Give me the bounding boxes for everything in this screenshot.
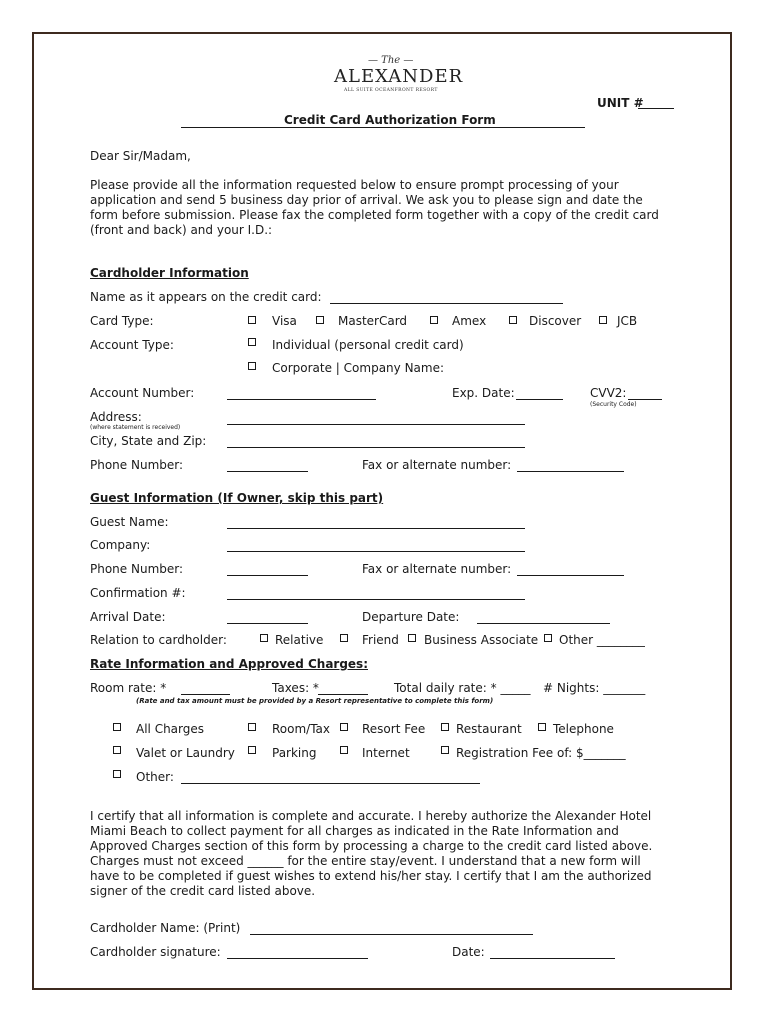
city-label: City, State and Zip: xyxy=(90,434,207,448)
unit-label: UNIT # xyxy=(597,96,644,110)
valet-laundry-label: Valet or Laundry xyxy=(136,746,235,760)
other-charge-checkbox[interactable] xyxy=(113,770,121,778)
telephone-checkbox[interactable] xyxy=(538,723,546,731)
greeting: Dear Sir/Madam, xyxy=(90,149,191,163)
all-charges-checkbox[interactable] xyxy=(113,723,121,731)
resort-fee-label: Resort Fee xyxy=(362,722,426,736)
address-field[interactable] xyxy=(227,424,525,425)
fax-label: Fax or alternate number: xyxy=(362,458,512,472)
phone-field[interactable] xyxy=(227,471,308,472)
guest-fax-field[interactable] xyxy=(517,575,624,576)
room-tax-checkbox[interactable] xyxy=(248,723,256,731)
discover-checkbox[interactable] xyxy=(509,316,517,324)
corporate-checkbox[interactable] xyxy=(248,362,256,370)
city-field[interactable] xyxy=(227,447,525,448)
cardholder-signature-field[interactable] xyxy=(227,958,368,959)
cardholder-name-label: Name as it appears on the credit card: xyxy=(90,290,322,304)
business-associate-checkbox[interactable] xyxy=(408,634,416,642)
confirmation-label: Confirmation #: xyxy=(90,586,186,600)
registration-fee-checkbox[interactable] xyxy=(441,746,449,754)
business-associate-label: Business Associate xyxy=(424,633,539,647)
guest-phone-field[interactable] xyxy=(227,575,308,576)
internet-checkbox[interactable] xyxy=(340,746,348,754)
mastercard-label: MasterCard xyxy=(338,314,408,328)
fax-field[interactable] xyxy=(517,471,624,472)
visa-checkbox[interactable] xyxy=(248,316,256,324)
guest-phone-label: Phone Number: xyxy=(90,562,184,576)
relative-checkbox[interactable] xyxy=(260,634,268,642)
unit-field[interactable] xyxy=(638,108,674,109)
title-rule xyxy=(181,127,585,128)
room-rate-label: Room rate: * xyxy=(90,681,167,695)
guest-fax-label: Fax or alternate number: xyxy=(362,562,512,576)
cardholder-print-name-field[interactable] xyxy=(250,934,533,935)
room-tax-label: Room/Tax xyxy=(272,722,331,736)
cvv-note: (Security Code) xyxy=(590,401,637,408)
taxes-label: Taxes: * xyxy=(272,681,319,695)
corporate-label: Corporate | Company Name: xyxy=(272,361,445,375)
cardholder-signature-label: Cardholder signature: xyxy=(90,945,221,959)
total-rate-label: Total daily rate: * _____ xyxy=(394,681,531,695)
cardholder-name-field[interactable] xyxy=(330,303,563,304)
restaurant-label: Restaurant xyxy=(456,722,522,736)
all-charges-label: All Charges xyxy=(136,722,205,736)
address-note: (where statement is received) xyxy=(90,424,181,431)
individual-label: Individual (personal credit card) xyxy=(272,338,464,352)
nights-label: # Nights: _______ xyxy=(543,681,646,695)
internet-label: Internet xyxy=(362,746,410,760)
date-label: Date: xyxy=(452,945,485,959)
logo-the: — The — xyxy=(368,55,414,66)
resort-fee-checkbox[interactable] xyxy=(340,723,348,731)
amex-checkbox[interactable] xyxy=(430,316,438,324)
date-field[interactable] xyxy=(490,958,615,959)
exp-date-field[interactable] xyxy=(516,399,563,400)
cardholder-heading: Cardholder Information xyxy=(90,266,249,280)
cvv-label: CVV2: xyxy=(590,386,627,400)
room-rate-field[interactable] xyxy=(181,694,230,695)
guest-heading: Guest Information (If Owner, skip this part) xyxy=(90,491,384,505)
relation-label: Relation to cardholder: xyxy=(90,633,227,647)
intro-paragraph: Please provide all the information requested below to ensure prompt processing of your application and send 5 business day prior of arrival. We ask you to please sign and date the form before submission. Please fax the completed form together with a copy of the credit card (front and back) and your I.D.: xyxy=(90,178,659,237)
mastercard-checkbox[interactable] xyxy=(316,316,324,324)
guest-name-label: Guest Name: xyxy=(90,515,169,529)
relative-label: Relative xyxy=(275,633,324,647)
jcb-checkbox[interactable] xyxy=(599,316,607,324)
logo-name: ALEXANDER xyxy=(334,66,464,87)
account-number-label: Account Number: xyxy=(90,386,195,400)
phone-label: Phone Number: xyxy=(90,458,184,472)
other-relation-label: Other ________ xyxy=(559,633,645,647)
taxes-field[interactable] xyxy=(318,694,368,695)
registration-fee-label: Registration Fee of: $_______ xyxy=(456,746,626,760)
cvv-field[interactable] xyxy=(628,399,662,400)
telephone-label: Telephone xyxy=(553,722,614,736)
form-title: Credit Card Authorization Form xyxy=(284,113,496,127)
cardholder-print-name-label: Cardholder Name: (Print) xyxy=(90,921,241,935)
guest-company-field[interactable] xyxy=(227,551,525,552)
card-type-label: Card Type: xyxy=(90,314,154,328)
account-type-label: Account Type: xyxy=(90,338,174,352)
confirmation-field[interactable] xyxy=(227,599,525,600)
discover-label: Discover xyxy=(529,314,582,328)
arrival-field[interactable] xyxy=(227,623,308,624)
account-number-field[interactable] xyxy=(227,399,376,400)
other-relation-checkbox[interactable] xyxy=(544,634,552,642)
visa-label: Visa xyxy=(272,314,297,328)
departure-label: Departure Date: xyxy=(362,610,460,624)
friend-checkbox[interactable] xyxy=(340,634,348,642)
amex-label: Amex xyxy=(452,314,487,328)
logo-tagline: ALL SUITE OCEANFRONT RESORT xyxy=(344,88,438,93)
parking-label: Parking xyxy=(272,746,317,760)
departure-field[interactable] xyxy=(477,623,610,624)
jcb-label: JCB xyxy=(617,314,638,328)
rate-note: (Rate and tax amount must be provided by a Resort representative to complete this form) xyxy=(136,697,494,705)
guest-name-field[interactable] xyxy=(227,528,525,529)
arrival-label: Arrival Date: xyxy=(90,610,166,624)
guest-company-label: Company: xyxy=(90,538,151,552)
restaurant-checkbox[interactable] xyxy=(441,723,449,731)
other-charge-field[interactable] xyxy=(181,783,480,784)
friend-label: Friend xyxy=(362,633,399,647)
valet-laundry-checkbox[interactable] xyxy=(113,746,121,754)
parking-checkbox[interactable] xyxy=(248,746,256,754)
exp-date-label: Exp. Date: xyxy=(452,386,515,400)
address-label: Address: xyxy=(90,410,142,424)
individual-checkbox[interactable] xyxy=(248,338,256,346)
rate-heading: Rate Information and Approved Charges: xyxy=(90,657,368,671)
other-charge-label: Other: xyxy=(136,770,174,784)
certify-paragraph: I certify that all information is complete and accurate. I hereby authorize the Alexander Hotel Miami Beach to collect payment for all charges as indicated in the Rate Information and Approved Charges section of this form by processing a charge to the credit card listed above. Charges must not exceed ______ for the entire stay/event. I understand that a new form will have to be completed if guest wishes to extend his/her stay. I certify that I am the authorized signer of the credit card listed above. xyxy=(90,809,653,898)
